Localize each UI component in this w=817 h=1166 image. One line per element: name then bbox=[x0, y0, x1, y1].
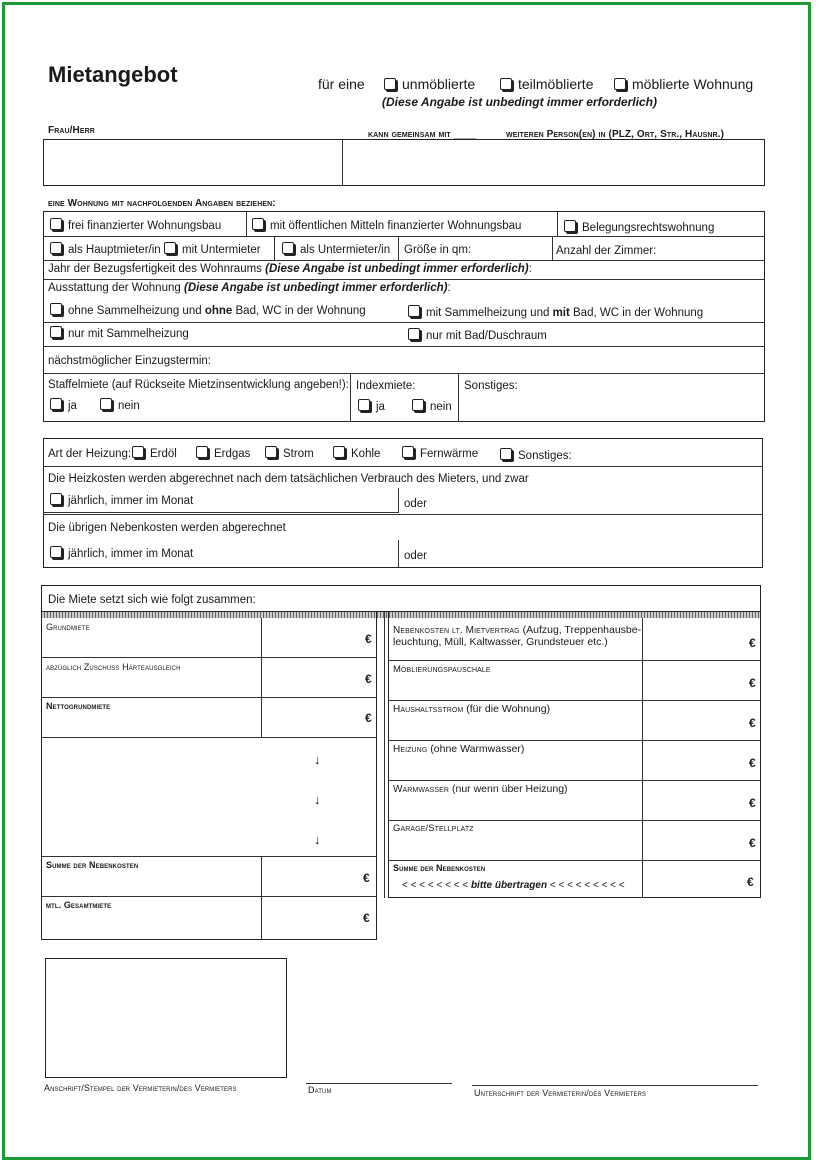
row-line bbox=[388, 780, 761, 781]
zuschuss-label: abzüglich Zuschuss Härteausgleich bbox=[46, 662, 181, 672]
row-line bbox=[43, 466, 763, 467]
checkbox-icon[interactable] bbox=[132, 446, 144, 458]
option-mit-untermieter[interactable]: mit Untermieter bbox=[164, 242, 261, 256]
heizkosten-jaehrlich[interactable]: jährlich, immer im Monat bbox=[50, 493, 193, 507]
unterschrift-line bbox=[472, 1085, 758, 1086]
checkbox-icon[interactable] bbox=[50, 326, 62, 338]
warmwasser-label: Warmwasser (nur wenn über Heizung) bbox=[393, 783, 568, 795]
col-line bbox=[552, 237, 553, 260]
option-teilmoebliert[interactable]: teilmöblierte bbox=[500, 76, 593, 92]
row-line bbox=[43, 512, 398, 513]
checkbox-icon[interactable] bbox=[196, 446, 208, 458]
einzugstermin-label: nächstmöglicher Einzugstermin: bbox=[48, 355, 211, 367]
nebenkosten-jaehrlich[interactable]: jährlich, immer im Monat bbox=[50, 546, 193, 560]
heizung-label: Heizung (ohne Warmwasser) bbox=[393, 743, 525, 755]
stamp-box[interactable] bbox=[45, 958, 287, 1078]
row-line bbox=[388, 860, 761, 861]
col-line bbox=[398, 540, 399, 567]
heizkosten-text: Die Heizkosten werden abgerechnet nach dem tatsächlichen Verbrauch des Mieters, und zwar bbox=[48, 473, 529, 485]
right-table bbox=[388, 612, 761, 898]
checkbox-icon[interactable] bbox=[500, 448, 512, 460]
row-line bbox=[43, 279, 765, 280]
col-line bbox=[246, 212, 247, 236]
checkbox-icon[interactable] bbox=[402, 446, 414, 458]
row-line bbox=[41, 657, 377, 658]
checkbox-icon[interactable] bbox=[50, 546, 62, 558]
summe-rechts-label: Summe der Nebenkosten bbox=[393, 863, 486, 873]
miete-intro: Die Miete setzt sich wie folgt zusammen: bbox=[48, 594, 256, 606]
checkbox-icon[interactable] bbox=[408, 328, 420, 340]
staffelmiete-label: Staffelmiete (auf Rückseite Mietzinsentwicklung angeben!): bbox=[48, 379, 349, 391]
option-nur-sammelheizung[interactable]: nur mit Sammelheizung bbox=[50, 326, 189, 340]
address-field[interactable] bbox=[346, 142, 762, 183]
fuer-eine-label: für eine bbox=[318, 76, 365, 92]
option-ohne-sammelheizung[interactable]: ohne Sammelheizung und ohne Bad, WC in der Wohnung bbox=[50, 303, 366, 317]
unterschrift-label: Unterschrift der Vermieterin/des Vermieters bbox=[474, 1088, 647, 1098]
nk-vertrag-label: Nebenkosten lt. Mietvertrag (Aufzug, Treppenhausbe- bbox=[393, 624, 642, 636]
row-line bbox=[41, 856, 377, 857]
zimmer-label: Anzahl der Zimmer: bbox=[556, 245, 657, 257]
checkbox-icon[interactable] bbox=[50, 303, 62, 315]
checkbox-icon[interactable] bbox=[100, 398, 112, 410]
col-line bbox=[557, 212, 558, 236]
heizkosten-oder: oder bbox=[404, 498, 428, 510]
heizung-strom[interactable]: Strom bbox=[265, 446, 314, 460]
option-unmoebliert[interactable]: unmöblierte bbox=[384, 76, 475, 92]
nk-vertrag-label-2: leuchtung, Müll, Kaltwasser, Grundsteuer etc.) bbox=[393, 636, 608, 648]
checkbox-icon[interactable] bbox=[614, 78, 626, 90]
option-belegungsrecht[interactable]: Belegungsrechtswohnung bbox=[564, 220, 714, 234]
garage-label: Garage/Stellplatz bbox=[393, 823, 474, 834]
checkbox-icon[interactable] bbox=[564, 220, 576, 232]
row-line bbox=[43, 322, 765, 323]
col-line bbox=[261, 856, 262, 940]
checkbox-icon[interactable] bbox=[500, 78, 512, 90]
bitte-uebertragen: < < < < < < < < bitte übertragen < < < < < < < < < bbox=[402, 880, 625, 891]
row-line bbox=[43, 236, 765, 237]
option-hauptmieter[interactable]: als Hauptmieter/in bbox=[50, 242, 161, 256]
moeblierung-euro: € bbox=[749, 676, 756, 690]
option-untermieter[interactable]: als Untermieter/in bbox=[282, 242, 390, 256]
summe-rechts-euro: € bbox=[747, 875, 754, 889]
row-line bbox=[388, 820, 761, 821]
datum-label: Datum bbox=[308, 1085, 332, 1095]
col-line bbox=[384, 612, 385, 898]
art-heizung-label: Art der Heizung: bbox=[48, 448, 132, 460]
arrow-down-icon: ↓ bbox=[314, 832, 321, 847]
col-line bbox=[398, 237, 399, 260]
heizung-erdgas[interactable]: Erdgas bbox=[196, 446, 250, 460]
col-line bbox=[274, 237, 275, 260]
staffel-ja[interactable]: ja bbox=[50, 398, 77, 412]
row-line bbox=[41, 737, 377, 738]
arrow-down-icon: ↓ bbox=[314, 792, 321, 807]
checkbox-icon[interactable] bbox=[282, 242, 294, 254]
row-line bbox=[388, 700, 761, 701]
heizung-erdoel[interactable]: Erdöl bbox=[132, 446, 177, 460]
netto-euro: € bbox=[365, 711, 372, 725]
option-frei-finanziert[interactable]: frei finanzierter Wohnungsbau bbox=[50, 218, 221, 232]
index-nein[interactable]: nein bbox=[412, 399, 452, 413]
haushaltsstrom-euro: € bbox=[749, 716, 756, 730]
row-line bbox=[41, 697, 377, 698]
row-line bbox=[388, 660, 761, 661]
summe-links-label: Summe der Nebenkosten bbox=[46, 860, 139, 870]
form-title: Mietangebot bbox=[48, 62, 178, 87]
option-moebliert[interactable]: möblierte Wohnung bbox=[614, 76, 753, 92]
name-field[interactable] bbox=[46, 142, 340, 183]
netto-label: Nettogrundmiete bbox=[46, 701, 111, 711]
col-line bbox=[261, 618, 262, 737]
baujahr-row: Jahr der Bezugsfertigkeit des Wohnraums (Diese Angabe ist unbedingt immer erforderlich): bbox=[48, 263, 532, 275]
arrow-down-icon: ↓ bbox=[314, 752, 321, 767]
wohnung-section-label: eine Wohnung mit nachfolgenden Angaben beziehen: bbox=[48, 198, 276, 209]
nebenkosten-text: Die übrigen Nebenkosten werden abgerechnet bbox=[48, 522, 286, 534]
moeblierung-label: Möblierungspauschale bbox=[393, 664, 491, 675]
zuschuss-euro: € bbox=[365, 672, 372, 686]
row-line bbox=[41, 896, 377, 897]
row-line bbox=[43, 373, 765, 374]
checkbox-icon[interactable] bbox=[265, 446, 277, 458]
index-ja[interactable]: ja bbox=[358, 399, 385, 413]
indexmiete-label: Indexmiete: bbox=[356, 380, 416, 392]
gesamt-label: mtl. Gesamtmiete bbox=[46, 900, 112, 910]
checkbox-icon[interactable] bbox=[50, 493, 62, 505]
frau-herr-label: Frau/Herr bbox=[48, 125, 95, 136]
checkbox-icon[interactable] bbox=[412, 399, 424, 411]
nebenkosten-oder: oder bbox=[404, 550, 428, 562]
kann-gemeinsam-label: kann gemeinsam mit ____ bbox=[368, 129, 477, 140]
checkbox-icon[interactable] bbox=[50, 398, 62, 410]
checkbox-icon[interactable] bbox=[408, 305, 420, 317]
checkbox-icon[interactable] bbox=[50, 242, 62, 254]
heizung-kohle[interactable]: Kohle bbox=[333, 446, 380, 460]
col-line bbox=[458, 374, 459, 421]
checkbox-icon[interactable] bbox=[333, 446, 345, 458]
summe-links-euro: € bbox=[363, 871, 370, 885]
datum-line bbox=[306, 1083, 452, 1084]
heizung-sonstiges[interactable]: Sonstiges: bbox=[500, 448, 572, 462]
option-oeffentlich[interactable]: mit öffentlichen Mitteln finanzierter Wohnungsbau bbox=[252, 218, 521, 232]
row-line bbox=[388, 740, 761, 741]
option-nur-bad[interactable]: nur mit Bad/Duschraum bbox=[408, 328, 547, 342]
ausstattung-row: Ausstattung der Wohnung (Diese Angabe ist unbedingt immer erforderlich): bbox=[48, 282, 451, 294]
sonstiges-label: Sonstiges: bbox=[464, 380, 518, 392]
row-line bbox=[43, 260, 765, 261]
groesse-label: Größe in qm: bbox=[404, 244, 472, 256]
gesamt-euro: € bbox=[363, 911, 370, 925]
checkbox-icon[interactable] bbox=[164, 242, 176, 254]
garage-euro: € bbox=[749, 836, 756, 850]
checkbox-icon[interactable] bbox=[50, 218, 62, 230]
row-line bbox=[43, 514, 763, 515]
checkbox-icon[interactable] bbox=[384, 78, 396, 90]
grundmiete-label: Grundmiete bbox=[46, 622, 90, 632]
staffel-nein[interactable]: nein bbox=[100, 398, 140, 412]
grundmiete-euro: € bbox=[365, 632, 372, 646]
heizung-euro: € bbox=[749, 756, 756, 770]
weitere-personen-label: weiteren Person(en) in (PLZ, Ort, Str., Hausnr.) bbox=[506, 129, 725, 140]
option-mit-sammelheizung[interactable]: mit Sammelheizung und mit Bad, WC in der Wohnung bbox=[408, 305, 703, 319]
row-line bbox=[43, 346, 765, 347]
heizung-fernwaerme[interactable]: Fernwärme bbox=[402, 446, 478, 460]
nk-vertrag-euro: € bbox=[749, 636, 756, 650]
col-line bbox=[398, 488, 399, 513]
haushaltsstrom-label: Haushaltsstrom (für die Wohnung) bbox=[393, 703, 551, 715]
checkbox-icon[interactable] bbox=[252, 218, 264, 230]
required-note: (Diese Angabe ist unbedingt immer erforderlich) bbox=[382, 95, 657, 109]
anschrift-label: Anschrift/Stempel der Vermieterin/des Vermieters bbox=[44, 1083, 237, 1093]
col-line bbox=[350, 374, 351, 421]
person-divider bbox=[342, 140, 343, 185]
checkbox-icon[interactable] bbox=[358, 399, 370, 411]
warmwasser-euro: € bbox=[749, 796, 756, 810]
